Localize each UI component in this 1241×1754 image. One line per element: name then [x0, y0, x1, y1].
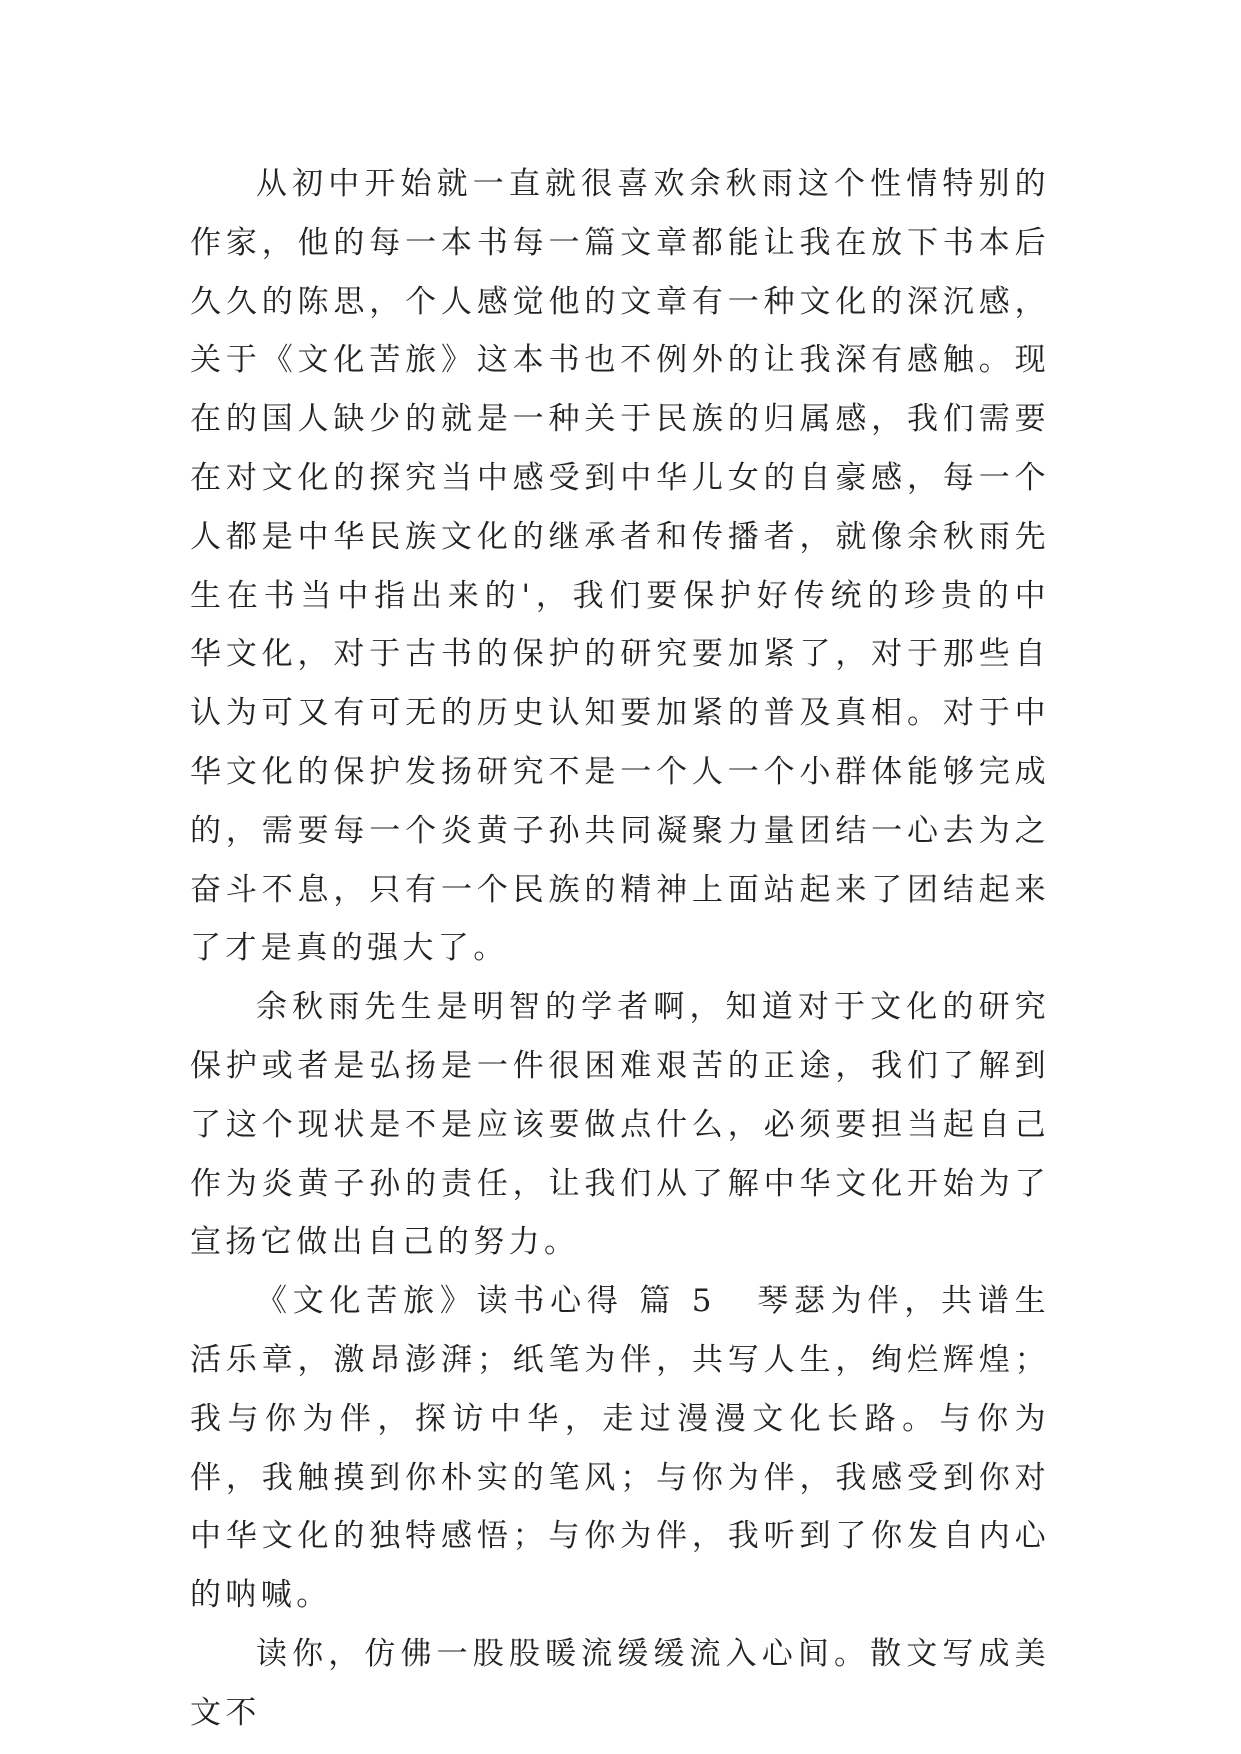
paragraph-last: 读你，仿佛一股股暖流缓缓流入心间。散文写成美文不	[190, 1635, 1050, 1731]
section-paragraph	[190, 1272, 1050, 1625]
section-title: 《文化苦旅》读书心得	[256, 1283, 624, 1320]
section-number: 篇 5	[639, 1283, 716, 1320]
paragraph-1: 从初中开始就一直就很喜欢余秋雨这个性情特别的作家，他的每一本书每一篇文章都能让我在放下书本后久久的陈思，个人感觉他的文章有一种文化的深沉感，关于《文化苦旅》这本书也不例外的让我深有感触。现在的国人缺少的就是一种关于民族的归属感，我们需要在对文化的探究当中感受到中华儿女的自豪感，每一个人都是中华民族文化的继承者和传播者，就像余秋雨先生在书当中指出来的'，我们要保护好传统的珍贵的中华文化，对于古书的保护的研究要加紧了，对于那些自认为可又有可无的历史认知要加紧的普及真相。对于中华文化的保护发扬研究不是一个人一个小群体能够完成的，需要每一个炎黄子孙共同凝聚力量团结一心去为之奋斗不息，只有一个民族的精神上面站起来了团结起来了才是真的强大了。	[190, 166, 1050, 967]
document-body	[190, 155, 1050, 1743]
section-text: 琴瑟为伴，共谱生活乐章，激昂澎湃；纸笔为伴，共写人生，绚烂辉煌；我与你为伴，探访中华，走过漫漫文化长路。与你为伴，我触摸到你朴实的笔风；与你为伴，我感受到你对中华文化的独特感悟；与你为伴，我听到了你发自内心的呐喊。	[190, 1283, 1050, 1614]
paragraph-2: 余秋雨先生是明智的学者啊，知道对于文化的研究保护或者是弘扬是一件很困难艰苦的正途，我们了解到了这个现状是不是应该要做点什么，必须要担当起自己作为炎黄子孙的责任，让我们从了解中华文化开始为了宣扬它做出自己的努力。	[190, 989, 1050, 1261]
